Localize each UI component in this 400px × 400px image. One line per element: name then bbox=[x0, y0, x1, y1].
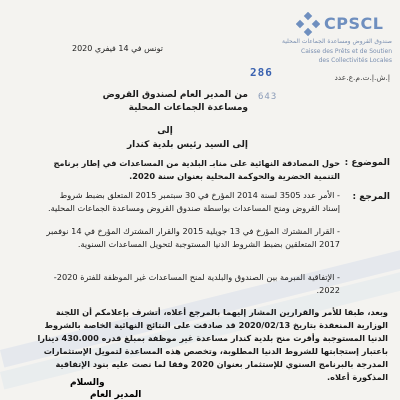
closing-title: المدير العام bbox=[90, 390, 142, 400]
reference-item: - الإتفاقية المبرمة بين الصندوق والبلدية لمنح المساعدات غير الموظفة للفترة 2020-2022. bbox=[53, 272, 340, 295]
logo-french-name-line1: Caisse des Prêts et de Soutien bbox=[301, 48, 392, 55]
sender-line-1: من المدير العام لصندوق القروض bbox=[102, 90, 248, 100]
stamp-label: إ.ش.إ.ت.م.ع.عدد bbox=[334, 73, 390, 82]
closing-salutation: والسلام bbox=[70, 378, 105, 388]
letter-body: وبعد، طبقا للأمر والقرارين المشار إليهما بالمرجع أعلاه، أتشرف بإعلامكم أن اللجنة الوزارية المنعقدة بتاريخ 2020/02/13 قد صادقت على النتائج النهائية الخاصة بالشروط الدنيا المستوجبة وأقرت منح بلدية كندار مساعدة غير موظفة بمبلغ قدره 430.000 دينارا باعتبار إستجابتها للشروط الدنيا المطلوبة، وتخصص هذه المساعدة لتمويل الإستثمارات المدرجة بالبرنامج السنوي للإستثمار بعنوان 2020 وفقا لما نصت عليه بنود الإتفاقية المذكورة أعلاه. bbox=[37, 307, 388, 382]
logo-arabic-name: صندوق القروض ومساعدة الجماعات المحلية bbox=[282, 38, 392, 45]
recipient-to: إلى bbox=[157, 126, 173, 136]
reference-item: - القرار المشترك المؤرخ في 13 جويلية 2015 والقرار المشترك المؤرخ في 14 نوفمبر 2017 المتعلقين بضبط الشروط الدنيا المستوجبة لتحويل المساعدات السنوية. bbox=[46, 226, 340, 249]
cpscl-logo-icon bbox=[296, 12, 320, 36]
stamp-number-secondary: 643 bbox=[258, 92, 278, 102]
sender-line-2: ومساعدة الجماعات المحلية bbox=[128, 103, 248, 113]
recipient-line: إلى السيد رئيس بلدية كندار bbox=[126, 140, 248, 150]
subject-label: الموضوع : bbox=[344, 158, 390, 168]
stamp-number: 286 bbox=[250, 66, 273, 79]
reference-label: المرجع : bbox=[352, 192, 390, 202]
cpscl-logo bbox=[282, 8, 396, 70]
logo-french-name-line2: des Collectivités Locales bbox=[318, 57, 392, 64]
subject-text: حول المصادقة النهائية على منابـ البلدية من المساعدات في إطار برنامج التنمية الحضرية والحوكمة المحلية بعنوان سنة 2020. bbox=[53, 158, 340, 181]
logo-brand-text: CPSCL bbox=[324, 14, 384, 33]
reference-item: - الأمر عدد 3505 لسنة 2014 المؤرخ في 30 سبتمبر 2015 المتعلق بضبط شروط إسناد القروض ومنح المساعدات بواسطة صندوق القروض ومساعدة الجماعات المحلية. bbox=[47, 190, 340, 213]
letter-date: تونس في 14 فيفري 2020 bbox=[72, 44, 163, 53]
